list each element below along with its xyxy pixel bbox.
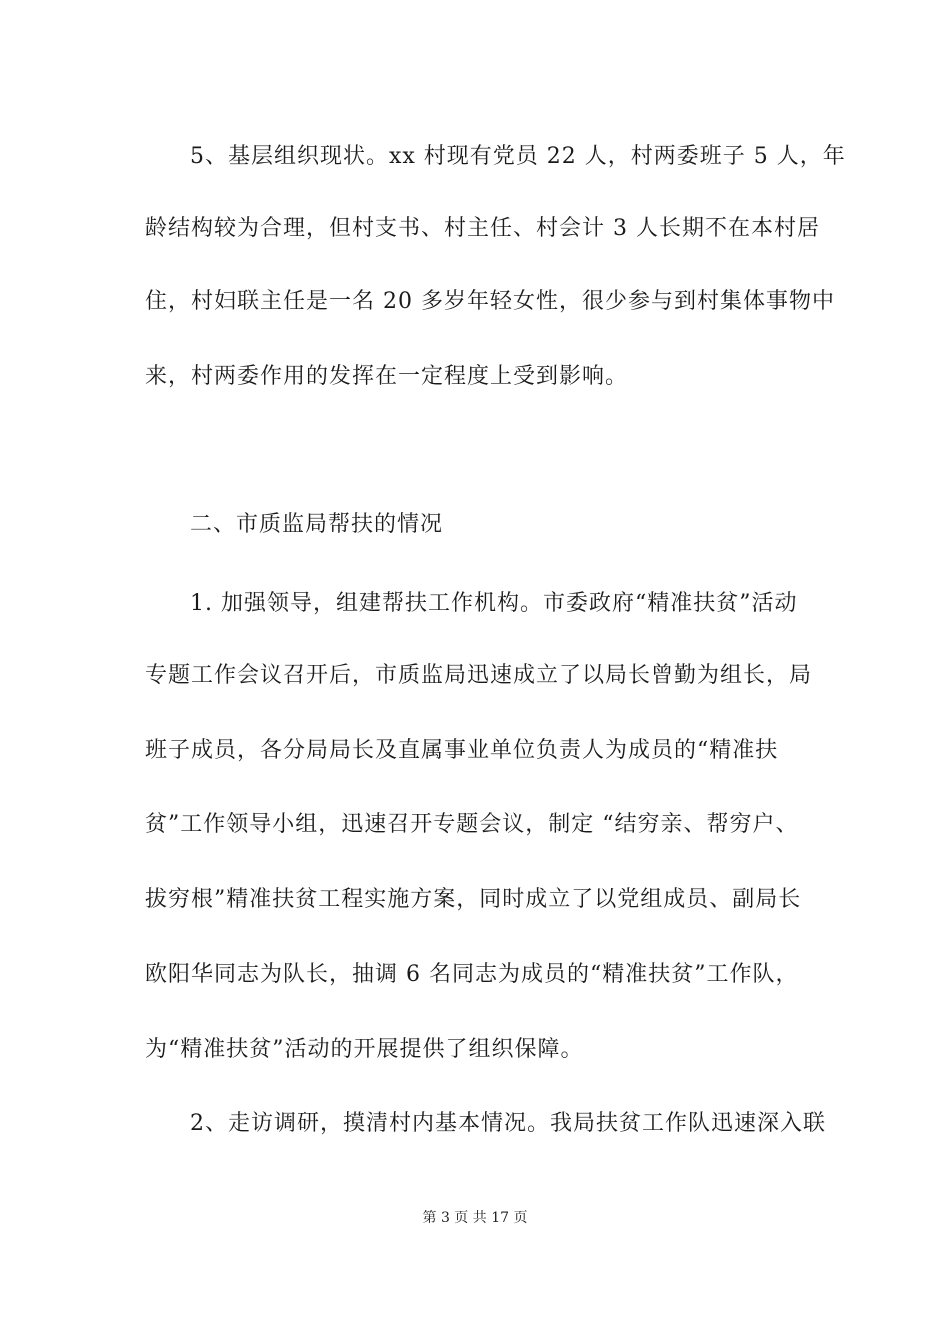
paragraph-1-line-5: 拔穷根”精准扶贫工程实施方案，同时成立了以党组成员、副局长 [145, 887, 802, 912]
page-number-footer: 第 3 页 共 17 页 [422, 1210, 528, 1226]
paragraph-5-line-3: 住，村妇联主任是一名 20 多岁年轻女性，很少参与到村集体事物中 [145, 289, 835, 314]
paragraph-5-line-2: 龄结构较为合理，但村支书、村主任、村会计 3 人长期不在本村居 [145, 216, 820, 241]
paragraph-5-line-1: 5、基层组织现状。xx 村现有党员 22 人，村两委班子 5 人，年 [190, 144, 846, 169]
paragraph-1-line-3: 班子成员，各分局局长及直属事业单位负责人为成员的“精准扶 [145, 738, 779, 763]
paragraph-1-line-4: 贫”工作领导小组，迅速召开专题会议，制定 “结穷亲、帮穷户、 [145, 812, 799, 837]
paragraph-1-line-7: 为“精准扶贫”活动的开展提供了组织保障。 [145, 1037, 584, 1062]
paragraph-1-line-2: 专题工作会议召开后，市质监局迅速成立了以局长曾勤为组长，局 [145, 663, 813, 688]
paragraph-1-line-1: 1. 加强领导，组建帮扶工作机构。市委政府“精准扶贫”活动 [190, 591, 798, 616]
paragraph-2-line-1: 2、走访调研，摸清村内基本情况。我局扶贫工作队迅速深入联 [190, 1111, 826, 1136]
paragraph-5-line-4: 来，村两委作用的发挥在一定程度上受到影响。 [145, 364, 629, 389]
paragraph-1-line-6: 欧阳华同志为队长，抽调 6 名同志为成员的“精准扶贫”工作队， [145, 962, 799, 987]
section-heading: 二、市质监局帮扶的情况 [190, 512, 444, 537]
